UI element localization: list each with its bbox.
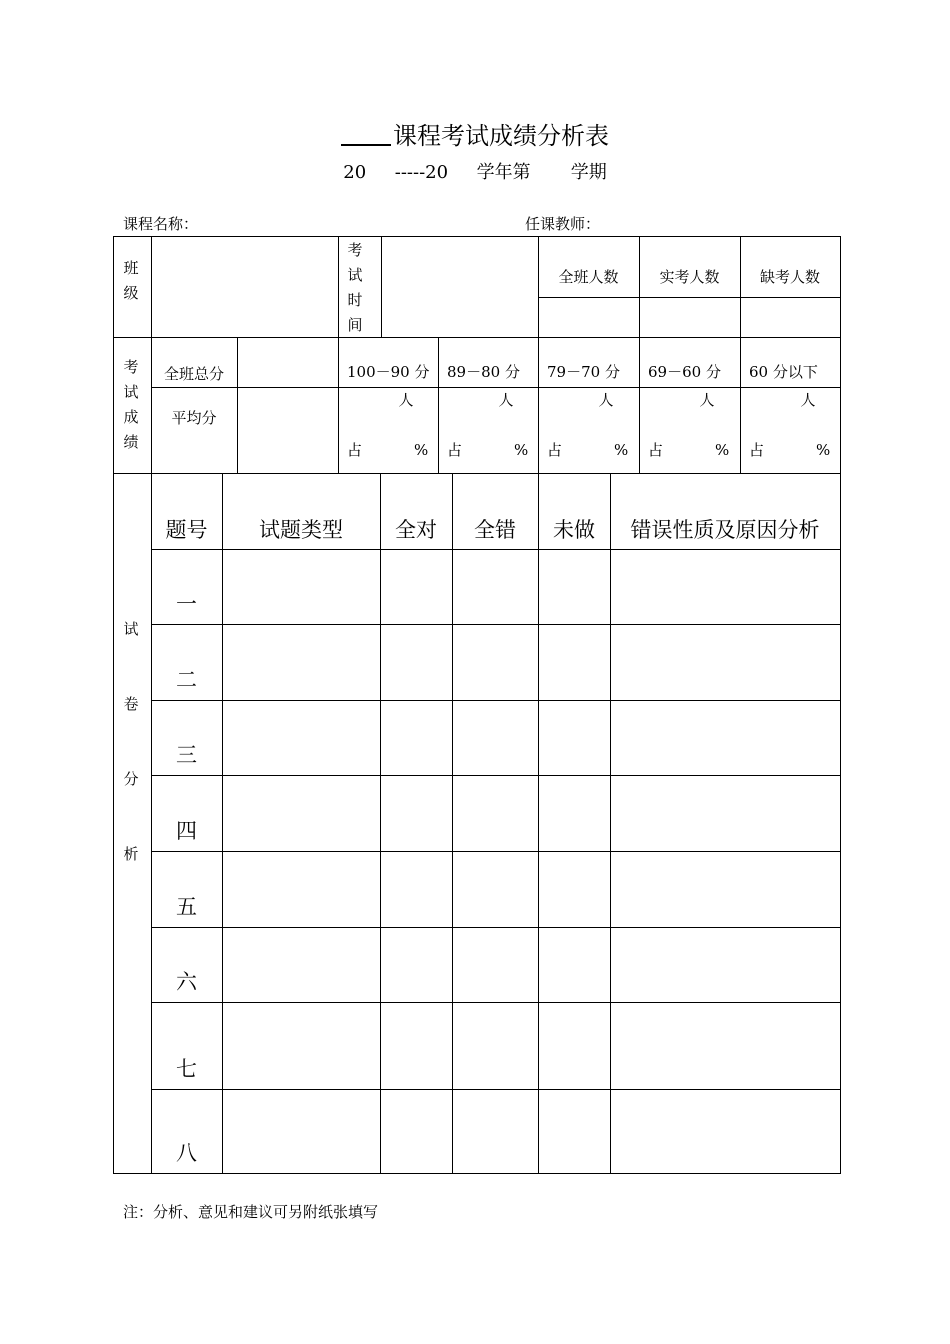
table-rule-v [452, 473, 453, 1174]
table-rule-v [610, 473, 611, 1174]
actual-takers-header: 实考人数 [659, 268, 720, 286]
people-unit: 人 [800, 391, 816, 409]
table-rule-v [113, 236, 114, 1174]
question-number: 六 [176, 970, 197, 994]
column-header-5: 未做 [553, 518, 595, 542]
column-header-4: 全错 [474, 518, 516, 542]
table-rule-v [438, 337, 439, 474]
question-number: 二 [176, 668, 197, 692]
average-score-label: 平均分 [171, 409, 217, 427]
table-rule-v [338, 236, 339, 338]
table-rule-v [538, 337, 539, 474]
academic-year-line: 20 -----20 学年第 学期 [343, 162, 607, 183]
ratio-prefix: 占 [547, 441, 563, 459]
total-students-header: 全班人数 [558, 268, 619, 286]
table-rule-h [151, 851, 841, 852]
table-rule-v [639, 337, 640, 474]
page-title [0, 118, 950, 153]
table-rule-v [237, 337, 238, 474]
score-range-2: 89－80 分 [447, 363, 520, 381]
exam-score-label: 考试成绩 [123, 358, 139, 451]
percent-sign: % [715, 441, 730, 459]
column-header-1: 题号 [165, 518, 208, 542]
percent-sign: % [414, 441, 429, 459]
table-rule-v [222, 473, 223, 1174]
question-number: 五 [176, 895, 197, 919]
table-rule-v [381, 236, 382, 338]
table-rule-h [151, 700, 841, 701]
question-number: 三 [176, 743, 197, 767]
score-range-5: 60 分以下 [749, 363, 818, 381]
ratio-prefix: 占 [347, 441, 363, 459]
course-name-label: 课程名称： [123, 215, 199, 233]
column-header-6: 错误性质及原因分析 [630, 518, 820, 542]
table-rule-v [338, 337, 339, 474]
ratio-prefix: 占 [648, 441, 664, 459]
question-number: 八 [176, 1141, 197, 1165]
people-unit: 人 [498, 391, 514, 409]
people-unit: 人 [699, 391, 715, 409]
percent-sign: % [614, 441, 629, 459]
question-number: 一 [176, 592, 197, 616]
percent-sign: % [816, 441, 831, 459]
score-range-1: 100－90 分 [347, 363, 430, 381]
table-rule-v [840, 236, 841, 1174]
absent-header: 缺考人数 [759, 268, 820, 286]
table-rule-v [740, 236, 741, 338]
title-text: 课程考试成绩分析表 [393, 122, 609, 150]
percent-sign: % [514, 441, 529, 459]
table-rule-h [151, 1089, 841, 1090]
table-rule-h [538, 297, 841, 298]
people-unit: 人 [598, 391, 614, 409]
table-rule-v [538, 473, 539, 1174]
table-rule-h [113, 337, 841, 338]
people-unit: 人 [398, 391, 414, 409]
question-number: 四 [176, 819, 197, 843]
question-number: 七 [176, 1057, 197, 1081]
ratio-prefix: 占 [447, 441, 463, 459]
class-label: 班级 [123, 259, 139, 302]
exam-time-label: 考试时间 [347, 241, 363, 334]
paper-analysis-label: 试卷分析 [123, 620, 139, 863]
table-rule-v [740, 337, 741, 474]
table-rule-h [151, 775, 841, 776]
table-rule-h [151, 624, 841, 625]
title-blank [341, 118, 391, 146]
table-rule-h [151, 927, 841, 928]
table-rule-h [151, 387, 841, 388]
score-range-3: 79－70 分 [547, 363, 620, 381]
table-rule-v [538, 236, 539, 338]
teacher-label: 任课教师： [525, 215, 601, 233]
table-rule-v [639, 236, 640, 338]
footer-note: 注：分析、意见和建议可另附纸张填写 [123, 1203, 379, 1221]
column-header-3: 全对 [395, 518, 437, 542]
table-rule-h [113, 236, 841, 237]
ratio-prefix: 占 [749, 441, 765, 459]
table-rule-v [380, 473, 381, 1174]
table-rule-h [151, 1002, 841, 1003]
column-header-2: 试题类型 [259, 518, 343, 542]
score-range-4: 69－60 分 [648, 363, 721, 381]
table-rule-h [151, 549, 841, 550]
total-score-label: 全班总分 [163, 365, 224, 383]
